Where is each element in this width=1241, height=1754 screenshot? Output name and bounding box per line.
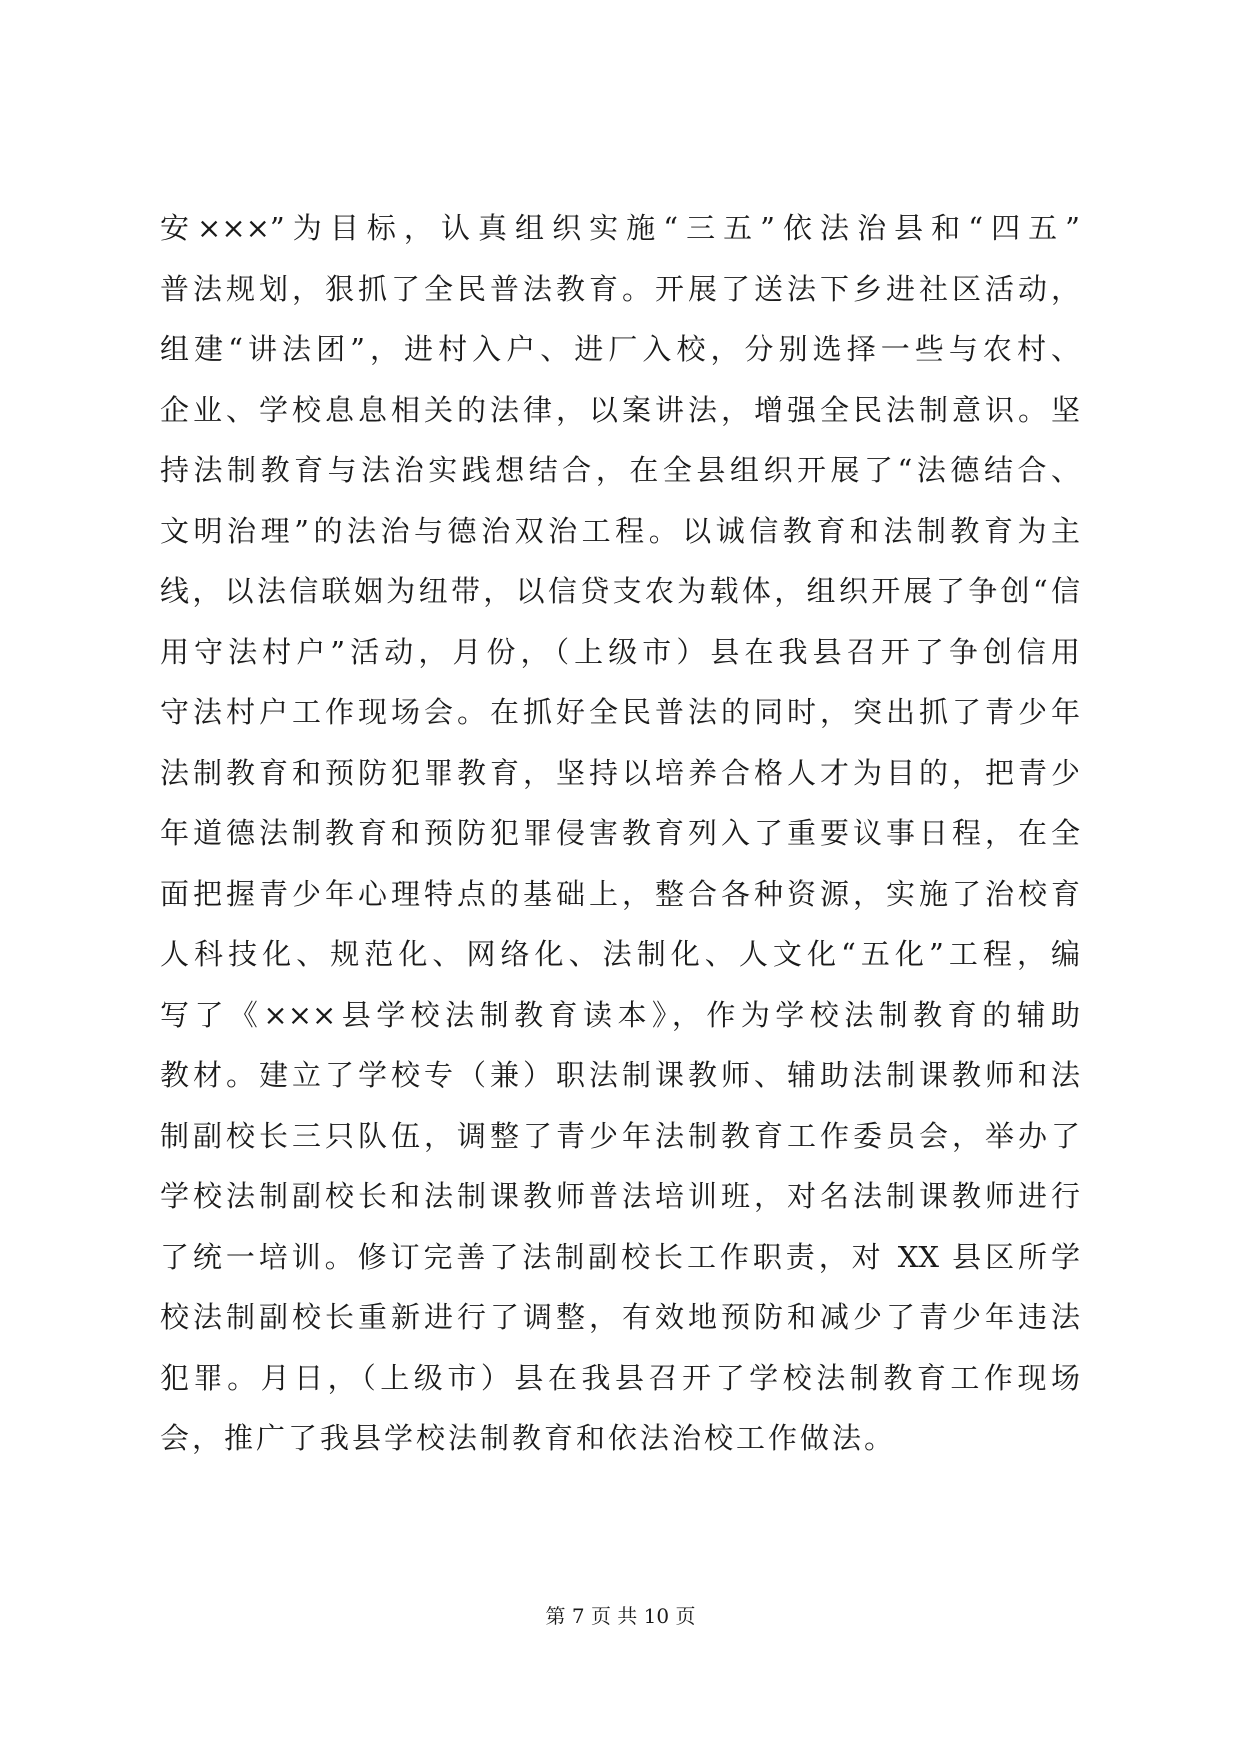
paragraph-line: 人科技化、规范化、网络化、法制化、人文化“五化”工程，编 <box>160 937 1080 971</box>
body-paragraph <box>160 198 1080 1469</box>
page-footer: 第 7 页 共 10 页 <box>545 1604 696 1628</box>
paragraph-line: 企业、学校息息相关的法律，以案讲法，增强全民法制意识。坚 <box>160 392 1080 427</box>
paragraph-line: 线，以法信联姻为纽带，以信贷支农为载体，组织开展了争创“信 <box>160 574 1080 608</box>
paragraph-line: 法制教育和预防犯罪教育，坚持以培养合格人才为目的，把青少 <box>160 755 1080 790</box>
paragraph-line: 犯罪。月日，（上级市）县在我县召开了学校法制教育工作现场 <box>160 1360 1080 1395</box>
paragraph-line: 学校法制副校长和法制课教师普法培训班，对名法制课教师进行 <box>160 1179 1080 1213</box>
paragraph-line: 普法规划，狠抓了全民普法教育。开展了送法下乡进社区活动， <box>160 271 1080 306</box>
paragraph-line: 持法制教育与法治实践想结合，在全县组织开展了“法德结合、 <box>160 453 1080 487</box>
paragraph-line: 面把握青少年心理特点的基础上，整合各种资源，实施了治校育 <box>160 876 1080 911</box>
paragraph-line: 校法制副校长重新进行了调整，有效地预防和减少了青少年违法 <box>160 1300 1080 1334</box>
paragraph-line: 用守法村户”活动，月份，（上级市）县在我县召开了争创信用 <box>160 634 1080 669</box>
paragraph-line: 制副校长三只队伍，调整了青少年法制教育工作委员会，举办了 <box>160 1118 1080 1153</box>
paragraph-line: 年道德法制教育和预防犯罪侵害教育列入了重要议事日程，在全 <box>160 816 1080 850</box>
paragraph-line: 文明治理”的法治与德治双治工程。以诚信教育和法制教育为主 <box>160 513 1080 548</box>
paragraph-line: 会，推广了我县学校法制教育和依法治校工作做法。 <box>160 1421 897 1455</box>
paragraph-line: 教材。建立了学校专（兼）职法制课教师、辅助法制课教师和法 <box>160 1058 1080 1092</box>
paragraph-line: 守法村户工作现场会。在抓好全民普法的同时，突出抓了青少年 <box>160 695 1080 729</box>
paragraph-line: 了统一培训。修订完善了法制副校长工作职责，对 XX 县区所学 <box>160 1239 1080 1274</box>
paragraph-line: 写了《×××县学校法制教育读本》，作为学校法制教育的辅助 <box>160 997 1080 1032</box>
paragraph-line: 安×××”为目标，认真组织实施“三五”依法治县和“四五” <box>160 211 1080 245</box>
paragraph-line: 组建“讲法团”，进村入户、进厂入校，分别选择一些与农村、 <box>160 332 1080 366</box>
